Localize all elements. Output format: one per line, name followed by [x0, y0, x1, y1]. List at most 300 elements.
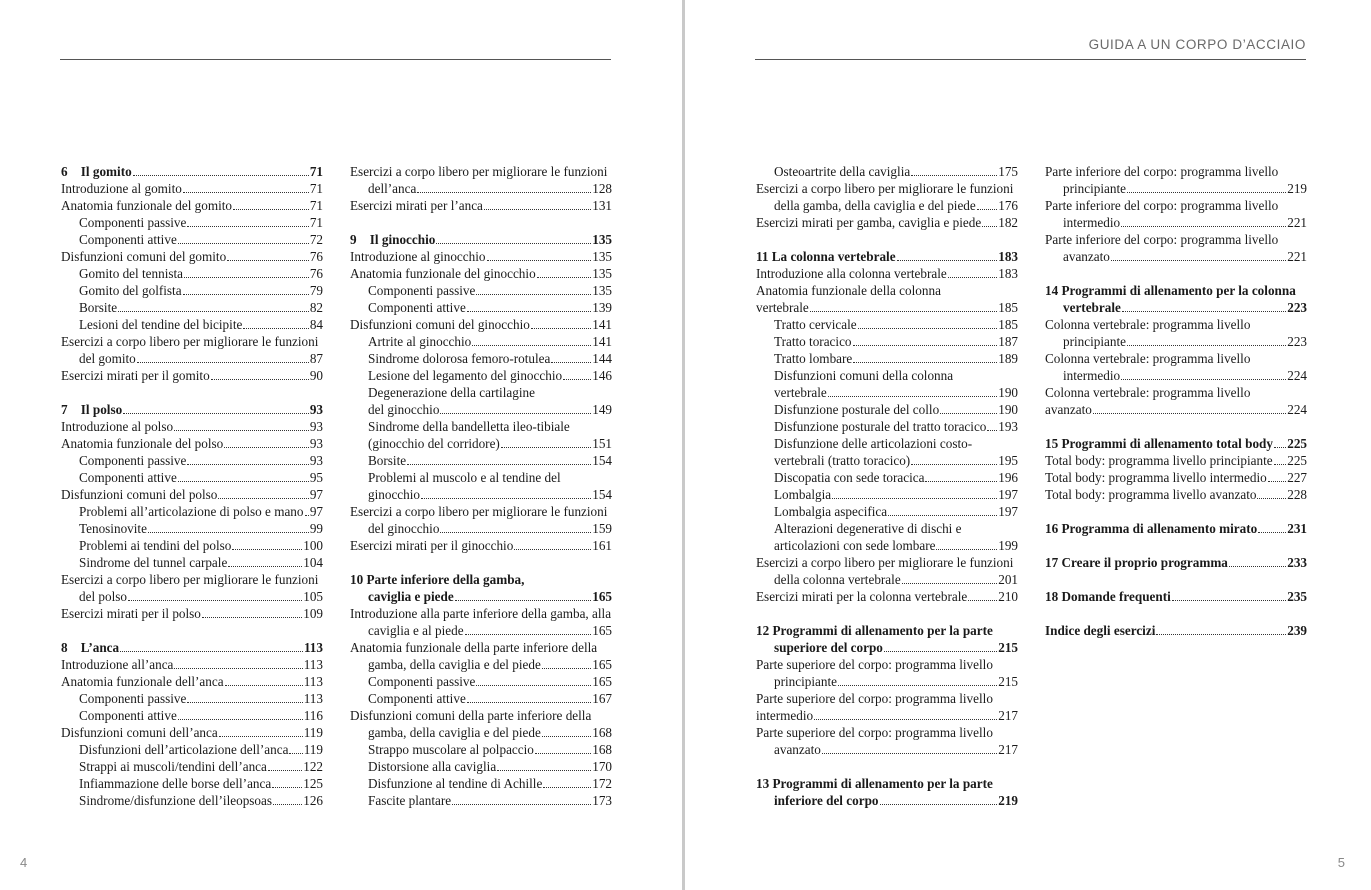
toc-entry-title: Componenti attive [368, 300, 466, 315]
toc-entry-title: Disfunzione posturale del tratto toracico [774, 419, 987, 434]
toc-page-number: 168 [592, 725, 612, 740]
toc-entry [350, 282, 612, 299]
toc-entry [350, 265, 612, 282]
toc-page-number: 187 [998, 334, 1018, 349]
toc-entry-title: caviglia e al piede [368, 623, 464, 638]
toc-page-number: 95 [309, 470, 323, 485]
toc-chapter-heading [61, 639, 323, 656]
toc-entry [350, 792, 612, 809]
toc-entry-title: Borsite [79, 300, 118, 315]
toc-entry-line: Colonna vertebrale: programma livello [1045, 317, 1251, 332]
toc-entry-title: Disfunzione posturale del collo [774, 402, 940, 417]
toc-entry-title: Disfunzioni comuni del ginocchio [350, 317, 530, 332]
toc-page-number: 139 [592, 300, 612, 315]
toc-page-number: 97 [309, 487, 323, 502]
toc-page-number: 141 [592, 334, 612, 349]
toc-dot-leader [936, 549, 997, 550]
toc-entry-title: vertebrale [774, 385, 827, 400]
toc-spacer [350, 214, 612, 231]
toc-page-number: 217 [998, 708, 1018, 723]
toc-dot-leader [537, 277, 592, 278]
toc-entry-title: gamba, della caviglia e del piede [368, 657, 541, 672]
toc-entry-title: Tratto toracico [774, 334, 852, 349]
toc-entry [756, 503, 1018, 520]
toc-page-number: 113 [303, 674, 323, 689]
toc-entry-title: Osteoartrite della caviglia [774, 164, 911, 179]
toc-page-number: 183 [998, 249, 1018, 264]
toc-dot-leader [476, 294, 591, 295]
toc-page-number: 239 [1287, 623, 1307, 638]
toc-entry [61, 231, 323, 248]
toc-entry [61, 605, 323, 622]
toc-entry-title: 7 Il polso [61, 402, 123, 417]
toc-dot-leader [858, 328, 998, 329]
toc-chapter-heading [756, 248, 1018, 265]
toc-entry-title: Componenti passive [79, 215, 187, 230]
toc-page-number: 190 [998, 402, 1018, 417]
toc-entry-title: intermedio [756, 708, 814, 723]
toc-entry [1045, 180, 1307, 197]
toc-entry [1045, 214, 1307, 231]
toc-entry [61, 775, 323, 792]
toc-page-number: 93 [309, 453, 323, 468]
toc-page-number: 71 [309, 181, 323, 196]
toc-entry [350, 452, 612, 469]
toc-page-number: 71 [309, 164, 323, 179]
toc-dot-leader [218, 498, 308, 499]
toc-page-number: 116 [303, 708, 323, 723]
toc-page-number: 128 [592, 181, 612, 196]
toc-dot-leader [880, 804, 998, 805]
toc-entry [61, 197, 323, 214]
toc-entry [756, 197, 1018, 214]
toc-dot-leader [542, 736, 591, 737]
toc-entry-title: principiante [1063, 334, 1126, 349]
toc-entry-title: 8 L’anca [61, 640, 120, 655]
toc-page-number: 159 [592, 521, 612, 536]
toc-page-number: 223 [1287, 334, 1307, 349]
toc-entry-line: 10 Parte inferiore della gamba, [350, 572, 525, 587]
toc-entry-title: Artrite al ginocchio [368, 334, 472, 349]
toc-entry-title: Tratto lombare [774, 351, 853, 366]
toc-dot-leader [133, 175, 309, 176]
toc-page-number: 72 [309, 232, 323, 247]
toc-page-number: 154 [592, 453, 612, 468]
toc-page-number: 190 [998, 385, 1018, 400]
toc-dot-leader [184, 277, 309, 278]
toc-dot-leader [224, 447, 309, 448]
toc-entry-title: Componenti attive [79, 470, 177, 485]
toc-dot-leader [1121, 379, 1286, 380]
toc-dot-leader [911, 464, 997, 465]
toc-entry-line: 13 Programmi di allenamento per la parte [756, 776, 993, 791]
toc-dot-leader [465, 634, 592, 635]
toc-spacer [756, 605, 1018, 622]
toc-dot-leader [1172, 600, 1286, 601]
toc-entry [756, 486, 1018, 503]
toc-page-number: 196 [998, 470, 1018, 485]
running-head: GUIDA A UN CORPO D’ACCIAIO [1088, 37, 1306, 52]
toc-entry [756, 214, 1018, 231]
toc-entry-title: Lombalgia aspecifica [774, 504, 888, 519]
toc-chapter-heading [1045, 554, 1307, 571]
toc-page-number: 197 [998, 487, 1018, 502]
toc-entry-title: principiante [774, 674, 837, 689]
toc-dot-leader [243, 328, 308, 329]
toc-dot-leader [484, 209, 591, 210]
toc-page-number: 71 [309, 215, 323, 230]
toc-page-number: 225 [1287, 436, 1307, 451]
toc-dot-leader [551, 362, 591, 363]
toc-spacer [756, 758, 1018, 775]
toc-entry [756, 537, 1018, 554]
toc-entry-line: Esercizi a corpo libero per migliorare le funzioni [350, 164, 608, 179]
toc-entry [350, 520, 612, 537]
toc-dot-leader [822, 753, 997, 754]
toc-entry-title: Introduzione all’anca [61, 657, 174, 672]
toc-entry [61, 758, 323, 775]
toc-column-3 [756, 163, 1018, 809]
toc-entry-line: Colonna vertebrale: programma livello [1045, 385, 1251, 400]
toc-dot-leader [948, 277, 997, 278]
toc-entry [61, 690, 323, 707]
toc-chapter-heading [756, 639, 1018, 656]
toc-page-number: 84 [309, 317, 323, 332]
toc-entry-title: Gomito del tennista [79, 266, 184, 281]
toc-entry [61, 316, 323, 333]
toc-dot-leader [178, 719, 303, 720]
toc-entry [756, 418, 1018, 435]
toc-entry-title: articolazioni con sede lombare [774, 538, 936, 553]
toc-entry [61, 554, 323, 571]
toc-dot-leader [289, 753, 302, 754]
toc-entry [61, 724, 323, 741]
toc-entry [350, 316, 612, 333]
toc-dot-leader [535, 753, 591, 754]
toc-dot-leader [455, 600, 592, 601]
toc-entry [756, 452, 1018, 469]
toc-dot-leader [211, 379, 309, 380]
toc-entry-title: Lombalgia [774, 487, 832, 502]
toc-dot-leader [407, 464, 591, 465]
toc-entry [61, 350, 323, 367]
toc-entry-title: Indice degli esercizi [1045, 623, 1156, 638]
toc-page-number: 224 [1287, 402, 1307, 417]
toc-entry [756, 299, 1018, 316]
toc-dot-leader [1093, 413, 1286, 414]
toc-entry-title: Introduzione al ginocchio [350, 249, 486, 264]
toc-dot-leader [902, 583, 998, 584]
toc-page-number: 185 [998, 317, 1018, 332]
toc-entry-title: del ginocchio [368, 402, 440, 417]
toc-entry-title: Fascite plantare [368, 793, 452, 808]
toc-entry-line: Esercizi a corpo libero per migliorare le funzioni [756, 555, 1014, 570]
toc-entry-line: Esercizi a corpo libero per migliorare le funzioni [61, 334, 319, 349]
toc-entry-line: Parte inferiore del corpo: programma livello [1045, 198, 1279, 213]
toc-entry-title: Componenti passive [79, 453, 187, 468]
toc-entry-title: Total body: programma livello principiante [1045, 453, 1273, 468]
toc-entry [756, 741, 1018, 758]
toc-entry [756, 350, 1018, 367]
toc-entry-title: della gamba, della caviglia e del piede [774, 198, 976, 213]
toc-dot-leader [543, 787, 591, 788]
toc-entry [61, 418, 323, 435]
toc-chapter-heading [61, 401, 323, 418]
toc-dot-leader [501, 447, 591, 448]
toc-page-number: 125 [303, 776, 323, 791]
toc-page-number: 93 [309, 436, 323, 451]
toc-dot-leader [487, 260, 592, 261]
toc-dot-leader [514, 549, 591, 550]
toc-page-number: 100 [303, 538, 323, 553]
toc-page-number: 227 [1287, 470, 1307, 485]
toc-entry-title: (ginocchio del corridore) [368, 436, 500, 451]
toc-entry-line: Parte superiore del corpo: programma livello [756, 691, 993, 706]
toc-entry-title: avanzato [1063, 249, 1110, 264]
toc-page-number: 168 [592, 742, 612, 757]
toc-page-number: 176 [998, 198, 1018, 213]
toc-entry [61, 503, 323, 520]
toc-dot-leader [810, 311, 998, 312]
toc-dot-leader [174, 668, 302, 669]
toc-entry-title: Problemi ai tendini del polso [79, 538, 232, 553]
toc-entry-title: intermedio [1063, 368, 1121, 383]
toc-entry-line: Colonna vertebrale: programma livello [1045, 351, 1251, 366]
toc-dot-leader [1274, 447, 1286, 448]
toc-entry-title: Sindrome dolorosa femoro-rotulea [368, 351, 551, 366]
toc-entry-title: Componenti attive [79, 708, 177, 723]
toc-dot-leader [497, 770, 591, 771]
toc-dot-leader [925, 481, 997, 482]
toc-page-number: 183 [998, 266, 1018, 281]
toc-page-number: 219 [998, 793, 1018, 808]
toc-dot-leader [178, 243, 309, 244]
toc-entry [1045, 452, 1307, 469]
left-page [0, 0, 682, 890]
toc-dot-leader [1274, 464, 1287, 465]
toc-dot-leader [233, 209, 309, 210]
toc-spacer [1045, 537, 1307, 554]
toc-dot-leader [1258, 532, 1286, 533]
toc-page-number: 119 [303, 742, 323, 757]
toc-page-number: 233 [1287, 555, 1307, 570]
toc-dot-leader [832, 498, 997, 499]
toc-page-number: 97 [309, 504, 323, 519]
toc-entry-title: Esercizi mirati per l’anca [350, 198, 483, 213]
toc-dot-leader [452, 804, 591, 805]
toc-dot-leader [1127, 345, 1286, 346]
toc-entry-line: Parte superiore del corpo: programma livello [756, 657, 993, 672]
toc-entry [61, 282, 323, 299]
toc-entry-line: Disfunzioni comuni della parte inferiore della [350, 708, 592, 723]
toc-dot-leader [1121, 226, 1286, 227]
toc-dot-leader [440, 413, 591, 414]
toc-entry-title: Strappi ai muscoli/tendini dell’anca [79, 759, 267, 774]
toc-column-4 [1045, 163, 1307, 639]
toc-page-number: 189 [998, 351, 1018, 366]
toc-entry [756, 384, 1018, 401]
toc-page-number: 146 [592, 368, 612, 383]
page-number-left: 4 [20, 855, 28, 870]
toc-page-number: 165 [592, 589, 612, 604]
toc-entry-title: superiore del corpo [774, 640, 883, 655]
toc-entry-title: Componenti passive [368, 283, 476, 298]
toc-entry [61, 299, 323, 316]
toc-entry [756, 265, 1018, 282]
toc-page-number: 82 [309, 300, 323, 315]
toc-dot-leader [118, 311, 309, 312]
header-rule [755, 59, 1306, 60]
toc-entry-title: 16 Programma di allenamento mirato [1045, 521, 1258, 536]
toc-dot-leader [120, 651, 303, 652]
toc-dot-leader [853, 362, 997, 363]
toc-page-number: 185 [998, 300, 1018, 315]
toc-page-number: 71 [309, 198, 323, 213]
toc-chapter-heading [1045, 520, 1307, 537]
toc-dot-leader [888, 515, 997, 516]
toc-column-1 [61, 163, 323, 809]
toc-page-number: 104 [303, 555, 323, 570]
toc-entry-title: Lesione del legamento del ginocchio [368, 368, 563, 383]
toc-entry-title: 17 Creare il proprio programma [1045, 555, 1228, 570]
toc-page-number: 219 [1287, 181, 1307, 196]
toc-entry-line: Parte inferiore del corpo: programma livello [1045, 232, 1279, 247]
toc-dot-leader [911, 175, 997, 176]
toc-entry-title: Esercizi mirati per il ginocchio [350, 538, 514, 553]
toc-page-number: 215 [998, 640, 1018, 655]
toc-page-number: 131 [592, 198, 612, 213]
toc-entry [1045, 367, 1307, 384]
toc-page-number: 210 [998, 589, 1018, 604]
toc-page-number: 231 [1287, 521, 1307, 536]
toc-entry-title: Total body: programma livello avanzato [1045, 487, 1257, 502]
toc-page-number: 201 [998, 572, 1018, 587]
toc-spacer [1045, 605, 1307, 622]
toc-entry-title: Esercizi mirati per gamba, caviglia e piede [756, 215, 982, 230]
toc-entry [61, 656, 323, 673]
toc-page-number: 144 [592, 351, 612, 366]
toc-entry-title: Gomito del golfista [79, 283, 182, 298]
toc-page-number: 149 [592, 402, 612, 417]
toc-page-number: 197 [998, 504, 1018, 519]
toc-dot-leader [417, 192, 591, 193]
toc-entry-line: Alterazioni degenerative di dischi e [774, 521, 962, 536]
toc-entry-line: Esercizi a corpo libero per migliorare le funzioni [350, 504, 608, 519]
toc-dot-leader [123, 413, 309, 414]
toc-entry-title: Disfunzioni dell’articolazione dell’anca [79, 742, 289, 757]
toc-spacer [1045, 418, 1307, 435]
toc-entry [61, 265, 323, 282]
toc-page-number: 172 [592, 776, 612, 791]
toc-page-number: 170 [592, 759, 612, 774]
toc-chapter-heading [350, 588, 612, 605]
toc-page-number: 87 [309, 351, 323, 366]
toc-dot-leader [187, 464, 308, 465]
toc-dot-leader [968, 600, 997, 601]
toc-entry [61, 673, 323, 690]
toc-entry-title: Infiammazione delle borse dell’anca [79, 776, 272, 791]
toc-entry-title: Introduzione al polso [61, 419, 174, 434]
toc-dot-leader [814, 719, 997, 720]
toc-entry-line: Esercizi a corpo libero per migliorare le funzioni [61, 572, 319, 587]
toc-entry [350, 775, 612, 792]
toc-page-number: 221 [1287, 249, 1307, 264]
toc-entry [756, 316, 1018, 333]
toc-page-number: 113 [303, 640, 323, 655]
toc-entry-title: Esercizi mirati per il polso [61, 606, 201, 621]
toc-dot-leader [472, 345, 591, 346]
toc-dot-leader [421, 498, 591, 499]
toc-entry [61, 435, 323, 452]
toc-page-number: 235 [1287, 589, 1307, 604]
toc-dot-leader [305, 515, 309, 516]
toc-entry [61, 792, 323, 809]
header-rule [60, 59, 611, 60]
toc-entry-title: Esercizi mirati per la colonna vertebrale [756, 589, 968, 604]
toc-page-number: 224 [1287, 368, 1307, 383]
toc-page-number: 223 [1287, 300, 1307, 315]
toc-page-number: 221 [1287, 215, 1307, 230]
toc-entry [1045, 333, 1307, 350]
toc-dot-leader [228, 566, 302, 567]
toc-page-number: 135 [592, 249, 612, 264]
toc-dot-leader [542, 668, 591, 669]
toc-chapter-heading [1045, 299, 1307, 316]
toc-entry-line: 12 Programmi di allenamento per la parte [756, 623, 993, 638]
toc-entry [350, 537, 612, 554]
toc-page-number: 93 [309, 402, 323, 417]
toc-page-number: 119 [303, 725, 323, 740]
toc-column-2 [350, 163, 612, 809]
toc-entry-title: Total body: programma livello intermedio [1045, 470, 1267, 485]
toc-entry [61, 486, 323, 503]
toc-dot-leader [982, 226, 997, 227]
toc-dot-leader [227, 260, 309, 261]
toc-entry [756, 333, 1018, 350]
toc-entry-title: Strappo muscolare al polpaccio [368, 742, 534, 757]
toc-spacer [1045, 503, 1307, 520]
toc-entry [350, 197, 612, 214]
toc-entry-title: 6 Il gomito [61, 164, 132, 179]
toc-entry-line: Introduzione alla parte inferiore della gamba, alla [350, 606, 612, 621]
toc-dot-leader [531, 328, 591, 329]
toc-dot-leader [202, 617, 302, 618]
toc-page-number: 76 [309, 249, 323, 264]
toc-entry [61, 588, 323, 605]
toc-entry-title: Disfunzioni comuni dell’anca [61, 725, 218, 740]
toc-entry-title: Lesioni del tendine del bicipite [79, 317, 243, 332]
toc-dot-leader [838, 685, 997, 686]
toc-entry-title: Tratto cervicale [774, 317, 857, 332]
toc-entry-title: Anatomia funzionale del gomito [61, 198, 233, 213]
toc-page-number: 193 [998, 419, 1018, 434]
toc-page-number: 165 [592, 674, 612, 689]
toc-entry [61, 707, 323, 724]
toc-entry [61, 367, 323, 384]
toc-page-number: 79 [309, 283, 323, 298]
toc-entry-line: 14 Programmi di allenamento per la colonna [1045, 283, 1296, 298]
toc-page-number: 161 [592, 538, 612, 553]
toc-page-number: 167 [592, 691, 612, 706]
toc-entry-title: Sindrome del tunnel carpale [79, 555, 228, 570]
toc-page-number: 90 [309, 368, 323, 383]
toc-entry-title: della colonna vertebrale [774, 572, 901, 587]
toc-dot-leader [268, 770, 302, 771]
toc-entry [350, 724, 612, 741]
toc-dot-leader [987, 430, 997, 431]
toc-entry [350, 690, 612, 707]
toc-entry [1045, 486, 1307, 503]
